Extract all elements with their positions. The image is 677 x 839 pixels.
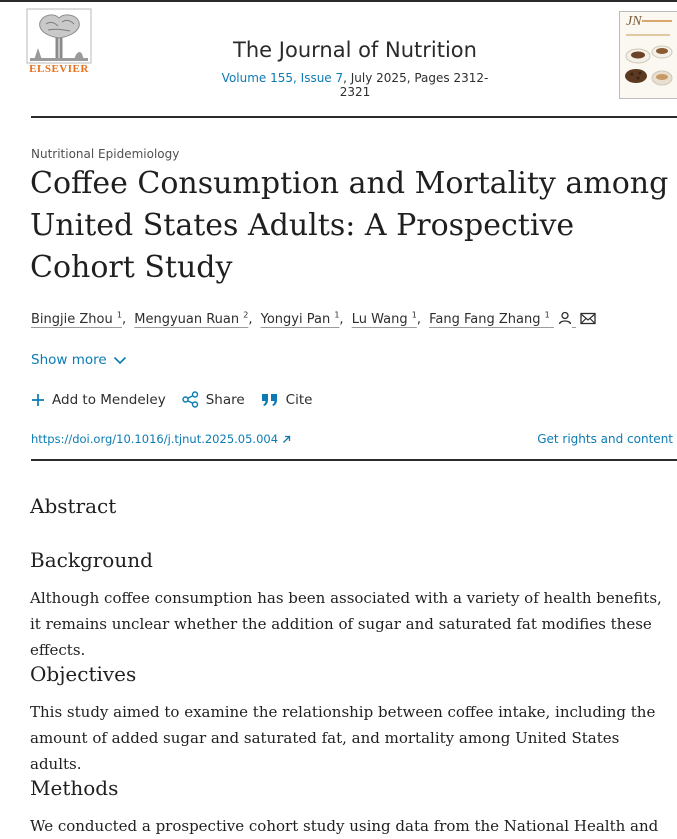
share-label: Share — [205, 391, 245, 408]
author-link-corresponding[interactable]: Fang Fang Zhang $^1$ — [429, 312, 596, 327]
person-icon — [558, 311, 572, 325]
publisher-name: ELSEVIER — [29, 63, 89, 75]
article-section-label: Nutritional Epidemiology — [31, 147, 180, 161]
plus-icon — [31, 393, 45, 407]
add-to-mendeley-button[interactable] — [31, 392, 166, 408]
author-list: Bingjie Zhou $^1$, Mengyuan Ruan $^2$, Yongyi Pan $^1$, Lu Wang $^1$, Fang Fang Zhang $^1$ — [31, 311, 596, 327]
methods-text: We conducted a prospective cohort study using data from the National Health and — [30, 817, 659, 835]
objectives-text: This study aimed to examine the relationship between coffee intake, including the amount of added sugar and saturated fat, and mortality among United States adults. — [30, 703, 656, 773]
journal-issue-info — [210, 71, 500, 99]
doi-link[interactable] — [31, 432, 291, 446]
author-link[interactable]: Mengyuan Ruan $^2$ — [134, 311, 249, 328]
cite-button[interactable] — [261, 392, 313, 408]
share-icon — [182, 391, 199, 408]
author-link[interactable]: Yongyi Pan $^1$ — [260, 311, 340, 328]
methods-heading: Methods — [30, 776, 119, 800]
coffee-cup-icon — [620, 12, 677, 98]
volume-issue-link[interactable]: Volume 155, Issue 7 — [221, 71, 344, 85]
abstract-heading: Abstract — [30, 494, 117, 518]
top-rule — [0, 0, 677, 2]
elsevier-logo[interactable] — [26, 8, 92, 76]
cite-label: Cite — [285, 391, 313, 408]
author-link[interactable]: Lu Wang $^1$ — [351, 311, 417, 328]
show-more-button[interactable] — [31, 352, 127, 368]
envelope-icon — [580, 312, 596, 325]
objectives-heading: Objectives — [30, 662, 137, 686]
issue-date-pages: , July 2025, Pages 2312-2321 — [339, 71, 489, 99]
journal-cover-thumbnail[interactable] — [619, 11, 677, 99]
doi-divider — [31, 459, 677, 461]
chevron-down-icon — [113, 356, 127, 365]
get-rights-link[interactable]: Get rights and content — [537, 432, 673, 446]
quote-icon — [261, 393, 279, 407]
external-link-icon — [282, 435, 291, 444]
elsevier-tree-icon — [26, 8, 92, 64]
share-button[interactable] — [182, 391, 245, 408]
doi-text: https://doi.org/10.1016/j.tjnut.2025.05.004 — [31, 432, 279, 446]
article-actions — [31, 391, 328, 408]
author-link[interactable]: Bingjie Zhou $^1$ — [31, 311, 122, 328]
header-divider — [31, 116, 677, 118]
article-title: Coffee Consumption and Mortality among United States Adults: A Prospective Cohort Study — [30, 166, 669, 285]
mendeley-label: Add to Mendeley — [52, 391, 166, 408]
cover-mark: JN — [626, 14, 642, 29]
journal-title[interactable]: The Journal of Nutrition — [233, 38, 477, 62]
background-heading: Background — [30, 548, 153, 572]
background-text: Although coffee consumption has been associated with a variety of health benefits, it remains unclear whether the addition of sugar and saturated fat modifies these effects. — [30, 589, 662, 659]
show-more-label: Show more — [31, 352, 107, 368]
